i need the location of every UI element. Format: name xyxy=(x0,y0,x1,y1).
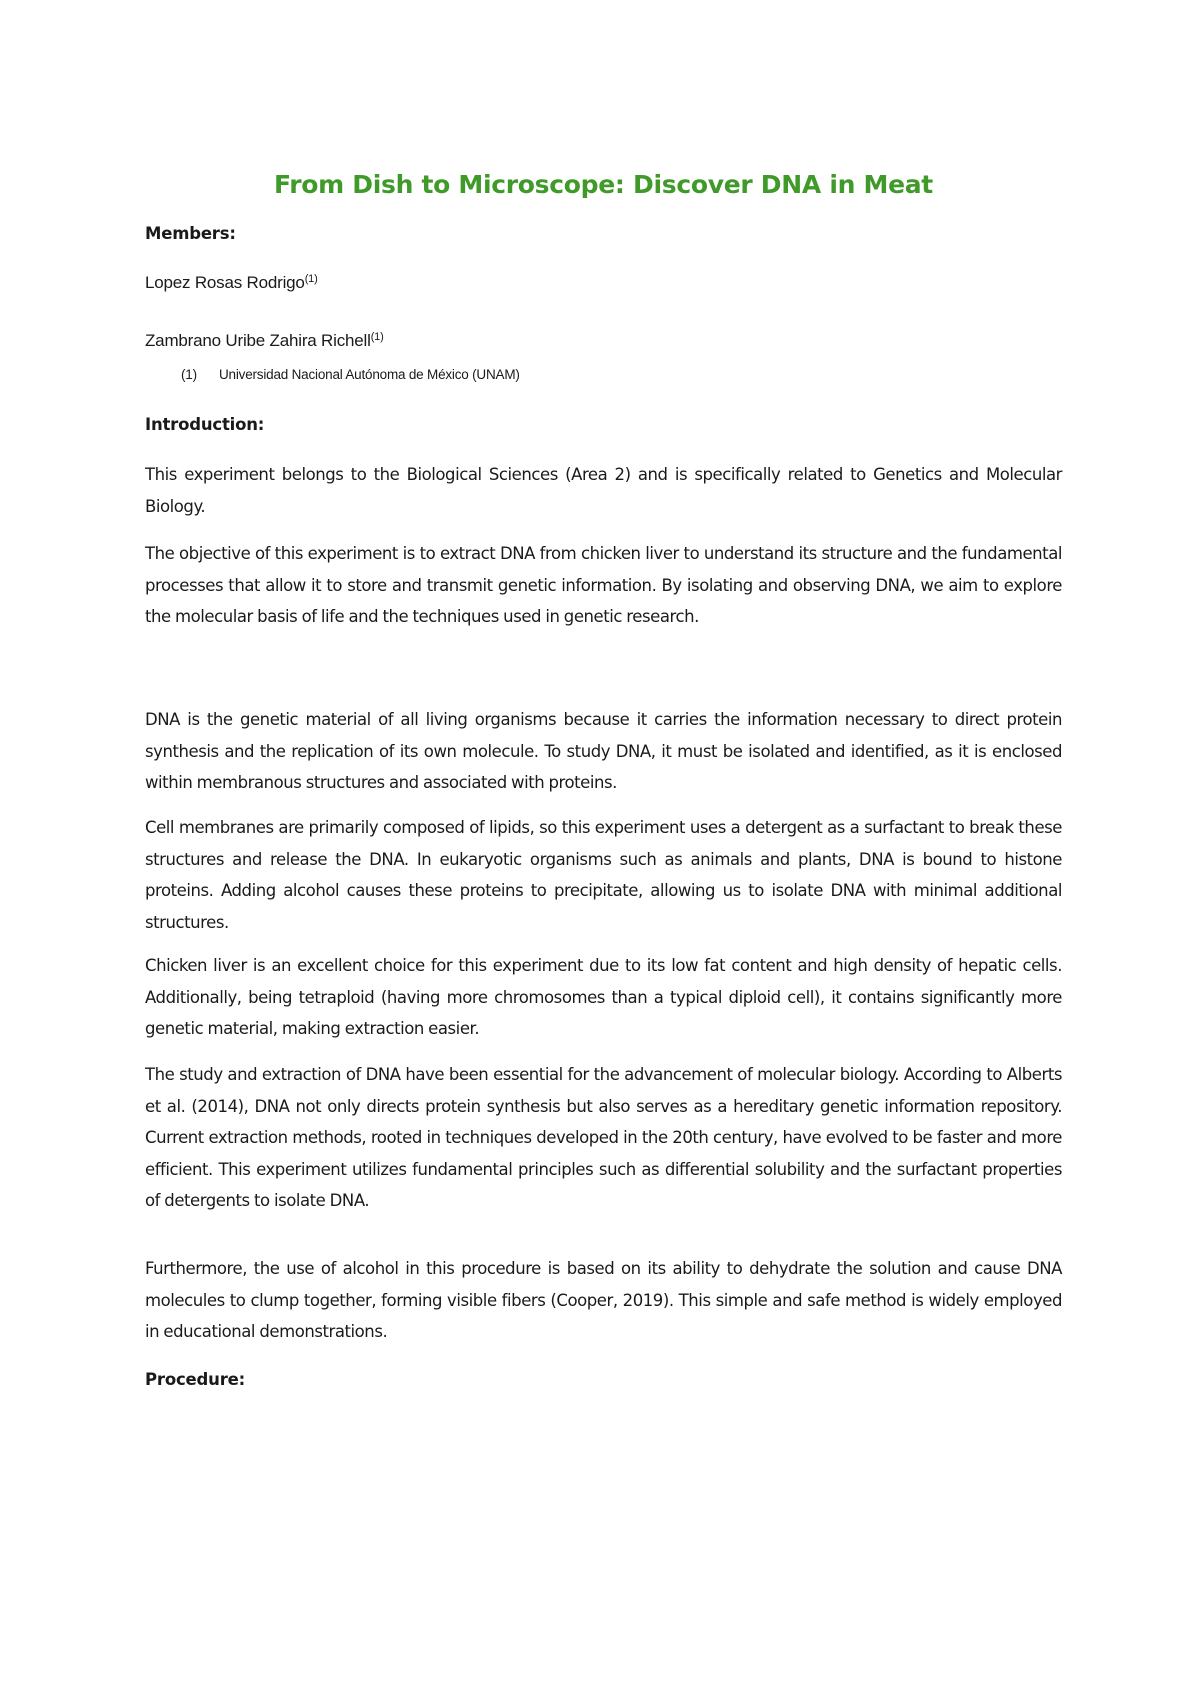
document-title: From Dish to Microscope: Discover DNA in Meat xyxy=(274,170,933,199)
paragraph: The study and extraction of DNA have been essential for the advancement of molecular biology. According to Alberts et al. (2014), DNA not only directs protein synthesis but also serves as a hereditary genetic information repository. Current extraction methods, rooted in techniques developed in the 20th century, have evolved to be faster and more efficient. This experiment utilizes fundamental principles such as differential solubility and the surfactant properties of detergents to isolate DNA. xyxy=(145,1065,1062,1211)
member-affiliation-ref: (1) xyxy=(370,331,384,343)
member-name: Lopez Rosas Rodrigo xyxy=(145,273,305,292)
paragraph: Chicken liver is an excellent choice for this experiment due to its low fat content and high density of hepatic cells. Additionally, being tetraploid (having more chromosomes than a typical diploid cell), it contains significantly more genetic material, making extraction easier. xyxy=(145,956,1062,1039)
member-2 xyxy=(145,331,384,351)
paragraph: The objective of this experiment is to extract DNA from chicken liver to understand its structure and the fundamental processes that allow it to store and transmit genetic information. By isolating and observing DNA, we aim to explore the molecular basis of life and the techniques used in genetic research. xyxy=(145,544,1062,627)
paragraph: This experiment belongs to the Biological Sciences (Area 2) and is specifically related to Genetics and Molecular Biology. xyxy=(145,465,1062,516)
affiliation xyxy=(181,367,520,382)
document-page xyxy=(145,0,1062,1694)
members-label: Members: xyxy=(145,224,236,243)
paragraph: Furthermore, the use of alcohol in this procedure is based on its ability to dehydrate the solution and cause DNA molecules to clump together, forming visible fibers (Cooper, 2019). This simple and safe method is widely employed in educational demonstrations. xyxy=(145,1259,1062,1342)
paragraph: Cell membranes are primarily composed of lipids, so this experiment uses a detergent as a surfactant to break these structures and release the DNA. In eukaryotic organisms such as animals and plants, DNA is bound to histone proteins. Adding alcohol causes these proteins to precipitate, allowing us to isolate DNA with minimal additional structures. xyxy=(145,818,1062,932)
member-1 xyxy=(145,273,318,293)
affiliation-name: Universidad Nacional Autónoma de México (UNAM) xyxy=(219,367,520,382)
introduction-heading: Introduction: xyxy=(145,415,265,434)
paragraph: DNA is the genetic material of all living organisms because it carries the information necessary to direct protein synthesis and the replication of its own molecule. To study DNA, it must be isolated and identified, as it is enclosed within membranous structures and associated with proteins. xyxy=(145,710,1062,793)
procedure-heading: Procedure: xyxy=(145,1370,246,1389)
member-name: Zambrano Uribe Zahira Richell xyxy=(145,331,371,350)
affiliation-number: (1) xyxy=(181,367,197,382)
member-affiliation-ref: (1) xyxy=(304,273,318,285)
